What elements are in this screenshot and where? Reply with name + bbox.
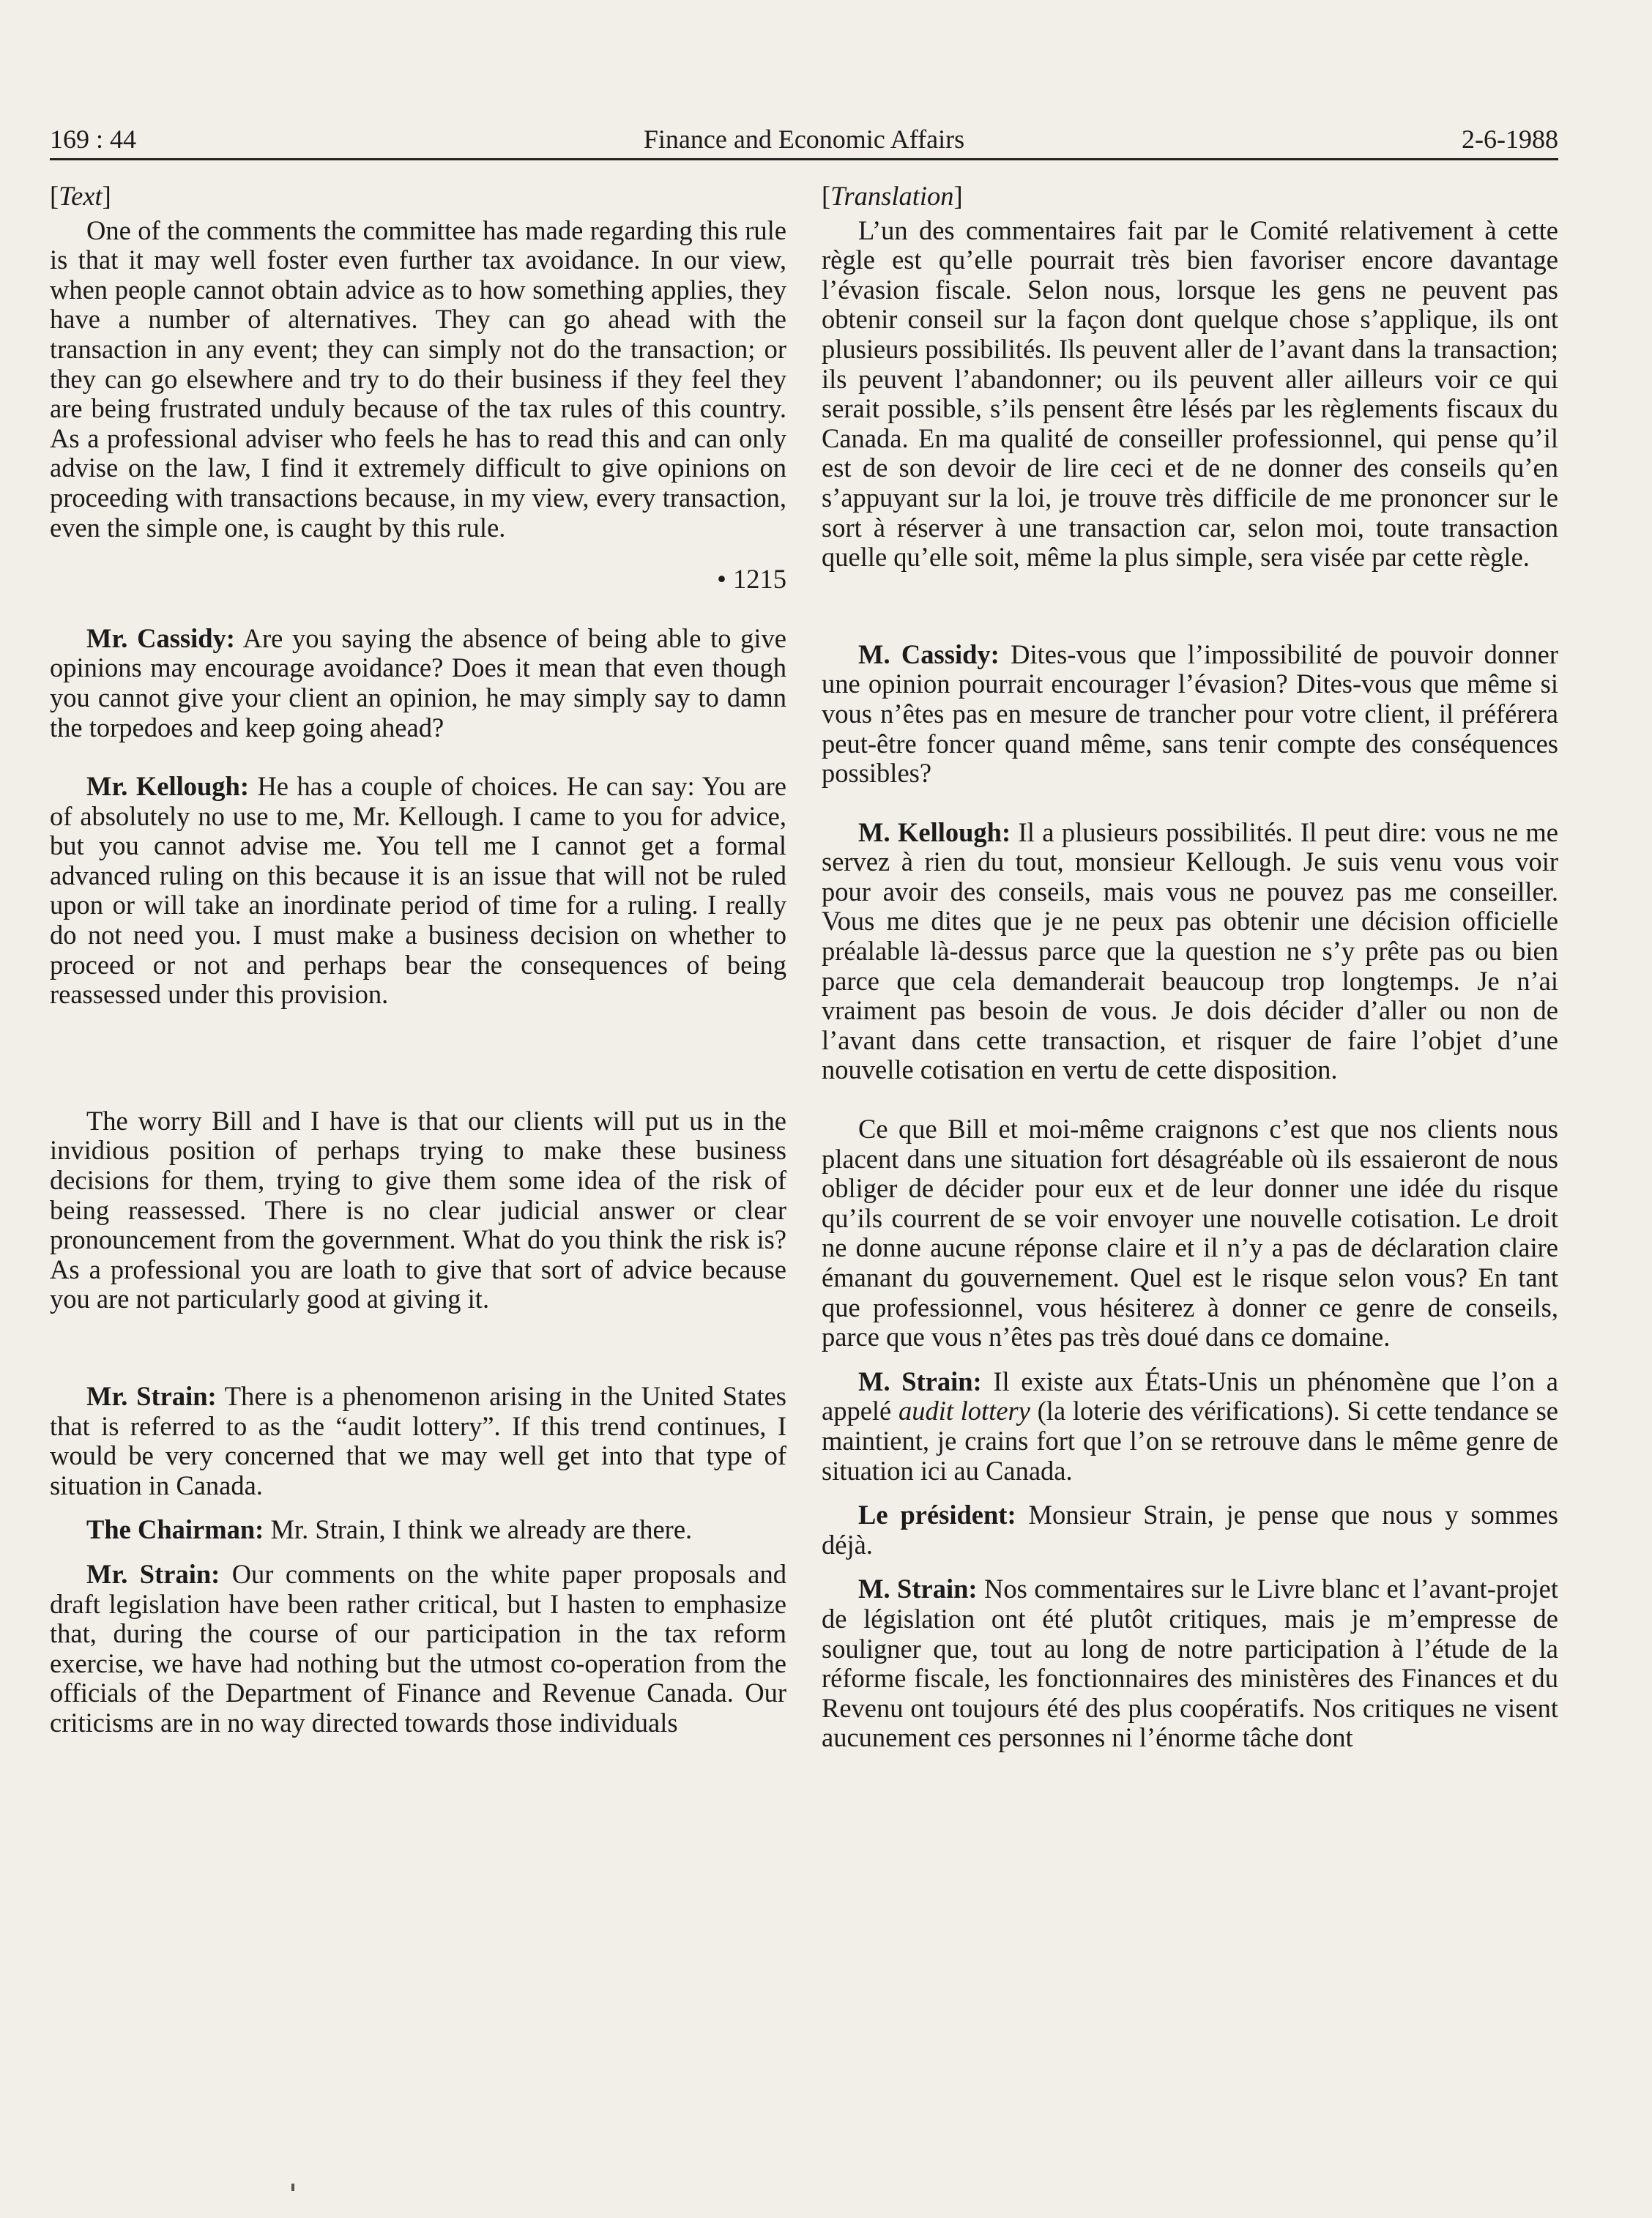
running-title: Finance and Economic Affairs — [643, 124, 965, 154]
paragraph: One of the comments the committee has made regarding this rule is that it may well foster even further tax avoidance. In our view, when people cannot obtain advice as to how something applies, they have a number of alternatives. They can go ahead with the transaction in any event; they can simply not do the transaction; or they can go elsewhere and try to do their business if they feel they are being frustrated unduly because of the tax rules of this country. As a professional adviser who feels he has to read this and can only advise on the law, I find it extremely difficult to give opinions on proceeding with transactions because, in my view, every transaction, even the simple one, is caught by this rule. — [50, 215, 786, 543]
speech-text: Il existe aux États-Unis un phénomène que l’on a appelé — [822, 1366, 1558, 1426]
paragraph: L’un des commentaires fait par le Comité relativement à cette règle est qu’elle pourrait très bien favoriser encore davantage l’évasion fiscale. Selon nous, lorsque les gens ne peuvent pas obtenir conseil sur la façon dont quelque chose s’applique, ils ont plusieurs possibilités. Ils peuvent aller de l’avant dans la transaction; ils peuvent l’abandonner; ou ils peuvent aller ailleurs voir ce qui serait possible, s’ils pensent être lésés par les règlements fiscaux du Canada. En ma qualité de conseiller professionnel, qui pense qu’il est de son devoir de lire ceci et de ne donner des conseils qu’en s’appuyant sur la loi, je trouve très difficile de me prononcer sur le sort à réserver à une transaction car, selon moi, toute transaction quelle qu’elle soit, même la plus simple, sera visée par cette règle. — [822, 215, 1558, 573]
speaker-name: M. Kellough: — [858, 816, 1011, 847]
paragraph — [822, 1574, 1558, 1753]
header-rule — [50, 158, 1558, 160]
speech-text: Il a plusieurs possibilités. Il peut dire: vous ne me servez à rien du tout, monsieur Kellough. Je suis venu vous voir pour avoir des conseils, mais vous ne pouvez pas me conseiller. Vous me dites que je ne peux pas obtenir une décision officielle préalable là-dessus parce que la question ne s’y prête pas ou bien parce que cela demanderait beaucoup trop longtemps. Je n’ai vraiment pas besoin de vous. Je dois décider d’aller ou non de l’avant dans cette transaction, et risquer de faire l’objet d’une nouvelle cotisation en vertu de cette disposition. — [822, 816, 1558, 1085]
section-tag: [Text] — [50, 181, 111, 211]
print-mark — [291, 2184, 294, 2191]
paragraph — [822, 640, 1558, 789]
speaker-name: Mr. Kellough: — [86, 771, 249, 802]
paragraph — [822, 1367, 1558, 1486]
speaker-name: Mr. Cassidy: — [86, 622, 235, 653]
speech-text: Our comments on the white paper proposals and draft legislation have been rather critical, but I hasten to emphasize that, during the course of our participation in the tax reform exercise, we have had nothing but the utmost co-operation from the officials of the Department of Finance and Revenue Canada. Our criticisms are in no way directed towards those individuals — [50, 1558, 786, 1738]
paragraph — [50, 624, 786, 743]
speech-text: Are you saying the absence of being able to give opinions may encourage avoidance? Does it mean that even though you cannot give your client an opinion, he may simply say to damn the torpedoes and keep going ahead? — [50, 622, 786, 743]
speech-text: Nos commentaires sur le Livre blanc et l’avant-projet de législation ont été plutôt critiques, mais je m’empresse de souligner que, tout au long de notre participation à l’étude de la réforme fiscale, les fonctionnaires des ministères des Finances et du Revenu ont toujours été des plus coopératifs. Nos critiques ne visent aucunement ces personnes ni l’énorme tâche dont — [822, 1574, 1558, 1753]
paragraph — [50, 1560, 786, 1738]
paragraph — [50, 772, 786, 1010]
paragraph: The worry Bill and I have is that our clients will put us in the invidious position of perhaps trying to make these business decisions for them, trying to give them some idea of the risk of being reassessed. There is no clear judicial answer or clear pronouncement from the government. What do you think the risk is? As a professional you are loath to give that sort of advice because you are not particularly good at giving it. — [50, 1105, 786, 1314]
paragraph — [822, 1500, 1558, 1560]
speaker-name: M. Strain: — [858, 1366, 982, 1396]
header-date: 2-6-1988 — [1462, 124, 1558, 154]
speaker-name: M. Strain: — [858, 1574, 978, 1604]
speech-text: Dites-vous que l’impossibilité de pouvoir donner une opinion pourrait encourager l’évasion? Dites-vous que même si vous n’êtes pas en mesure de trancher pour votre client, il préférera peut-être foncer quand même, sans tenir compte des conséquences possibles? — [822, 639, 1558, 789]
speech-text: He has a couple of choices. He can say: You are of absolutely no use to me, Mr. Kellough. I came to you for advice, but you cannot advise me. You tell me I cannot get a formal advanced ruling on this because it is an issue that will not be ruled upon or will take an inordinate period of time for a ruling. I really do not need you. I must make a business decision on whether to proceed or not and perhaps bear the consequences of being reassessed under this provision. — [50, 771, 786, 1010]
paragraph — [822, 818, 1558, 1085]
timestamp: • 1215 — [717, 564, 786, 595]
speaker-name: Mr. Strain: — [86, 1381, 217, 1411]
speech-text: (la loterie des vérifications). Si cette tendance se maintient, je crains fort que l’on se retrouve dans le même genre de situation ici au Canada. — [822, 1396, 1558, 1486]
section-tag: [Translation] — [822, 181, 963, 211]
french-column — [822, 182, 1558, 1753]
speaker-name: Mr. Strain: — [86, 1558, 220, 1589]
paragraph — [50, 1382, 786, 1500]
speaker-name: M. Cassidy: — [858, 639, 1000, 669]
italic-term: audit lottery — [898, 1396, 1030, 1426]
page-reference: 169 : 44 — [50, 124, 137, 154]
paragraph: Ce que Bill et moi-même craignons c’est que nos clients nous placent dans une situation fort désagréable où ils essaieront de nous obliger de décider pour eux et de leur donner une idée du risque qu’ils courrent de se voir envoyer une nouvelle cotisation. Le droit ne donne aucune réponse claire et il n’y a pas de déclaration claire émanant du gouvernement. Quel est le risque selon vous? En tant que professionnel, vous hésiterez à donner ce genre de conseils, parce que vous n’êtes pas très doué dans ce domaine. — [822, 1114, 1558, 1352]
speaker-name: Le président: — [858, 1500, 1016, 1530]
page-header — [50, 122, 1558, 157]
speech-text: Monsieur Strain, je pense que nous y sommes déjà. — [822, 1500, 1558, 1560]
speaker-name: The Chairman: — [86, 1514, 264, 1545]
section-tag-label: Translation — [830, 181, 954, 211]
speech-text: There is a phenomenon arising in the United States that is referred to as the “audit lottery”. If this trend continues, I would be very concerned that we may well get into that type of situation in Canada. — [50, 1381, 786, 1500]
speech-text: Mr. Strain, I think we already are there. — [264, 1514, 693, 1545]
english-column — [50, 182, 786, 1738]
section-tag-label: Text — [59, 181, 103, 211]
paragraph — [50, 1515, 786, 1545]
